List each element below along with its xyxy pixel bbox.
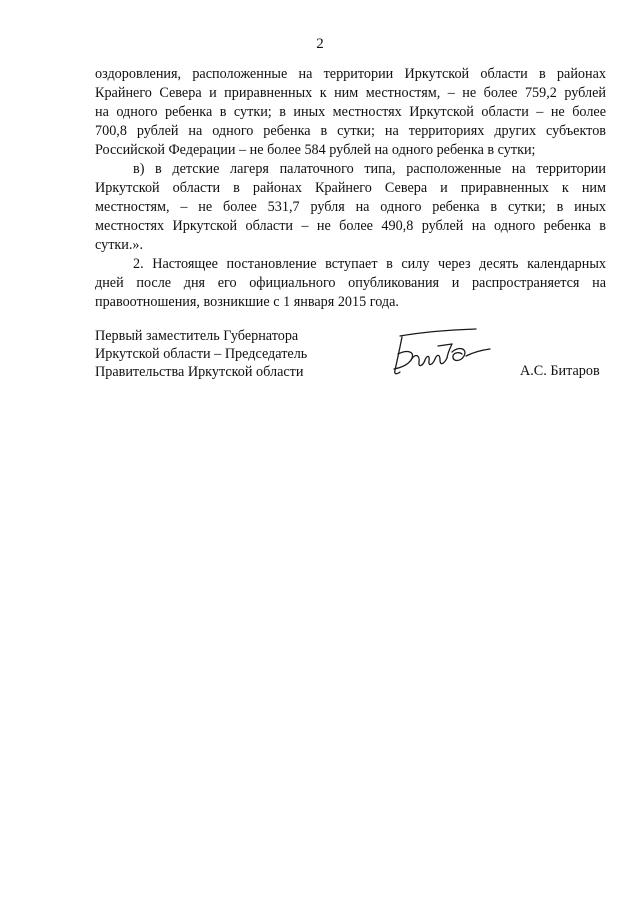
signatory-title [95, 327, 307, 381]
body-line: оздоровления, расположенные на территории Иркутской области в районах [95, 66, 606, 82]
body-line: 700,8 рублей на одного ребенка в сутки; на территориях других субъектов [95, 123, 606, 139]
signatory-title-line: Иркутской области – Председатель [95, 346, 308, 362]
body-line: Иркутской области в районах Крайнего Севера и приравненных к ним [95, 180, 606, 196]
body-line: местностям, – не более 531,7 рубля на одного ребенка в сутки; в иных [95, 199, 606, 215]
handwritten-signature [378, 322, 503, 384]
body-line: Российской Федерации – не более 584 рублей на одного ребенка в сутки; [95, 142, 536, 158]
body-line: Крайнего Севера и приравненных к ним местностям, – не более 759,2 рублей [95, 85, 606, 101]
signatory-title-line: Первый заместитель Губернатора [95, 328, 299, 344]
body-line: сутки.». [95, 237, 144, 253]
page-number: 2 [316, 36, 324, 52]
body-line: дней после дня его официального опубликования и распространяется на [95, 275, 606, 291]
signatory-title-line: Правительства Иркутской области [95, 364, 304, 380]
body-line: на одного ребенка в сутки; в иных местностях Иркутской области – не более [95, 104, 606, 120]
signatory-name: А.С. Битаров [520, 363, 600, 379]
body-line: местностях Иркутской области – не более 490,8 рублей на одного ребенка в [95, 218, 606, 234]
body-line: правоотношения, возникшие с 1 января 2015 года. [95, 294, 399, 310]
body-line: в) в детские лагеря палаточного типа, расположенные на территории [133, 161, 606, 177]
document-body [95, 65, 606, 312]
body-line: 2. Настоящее постановление вступает в силу через десять календарных [133, 256, 606, 272]
